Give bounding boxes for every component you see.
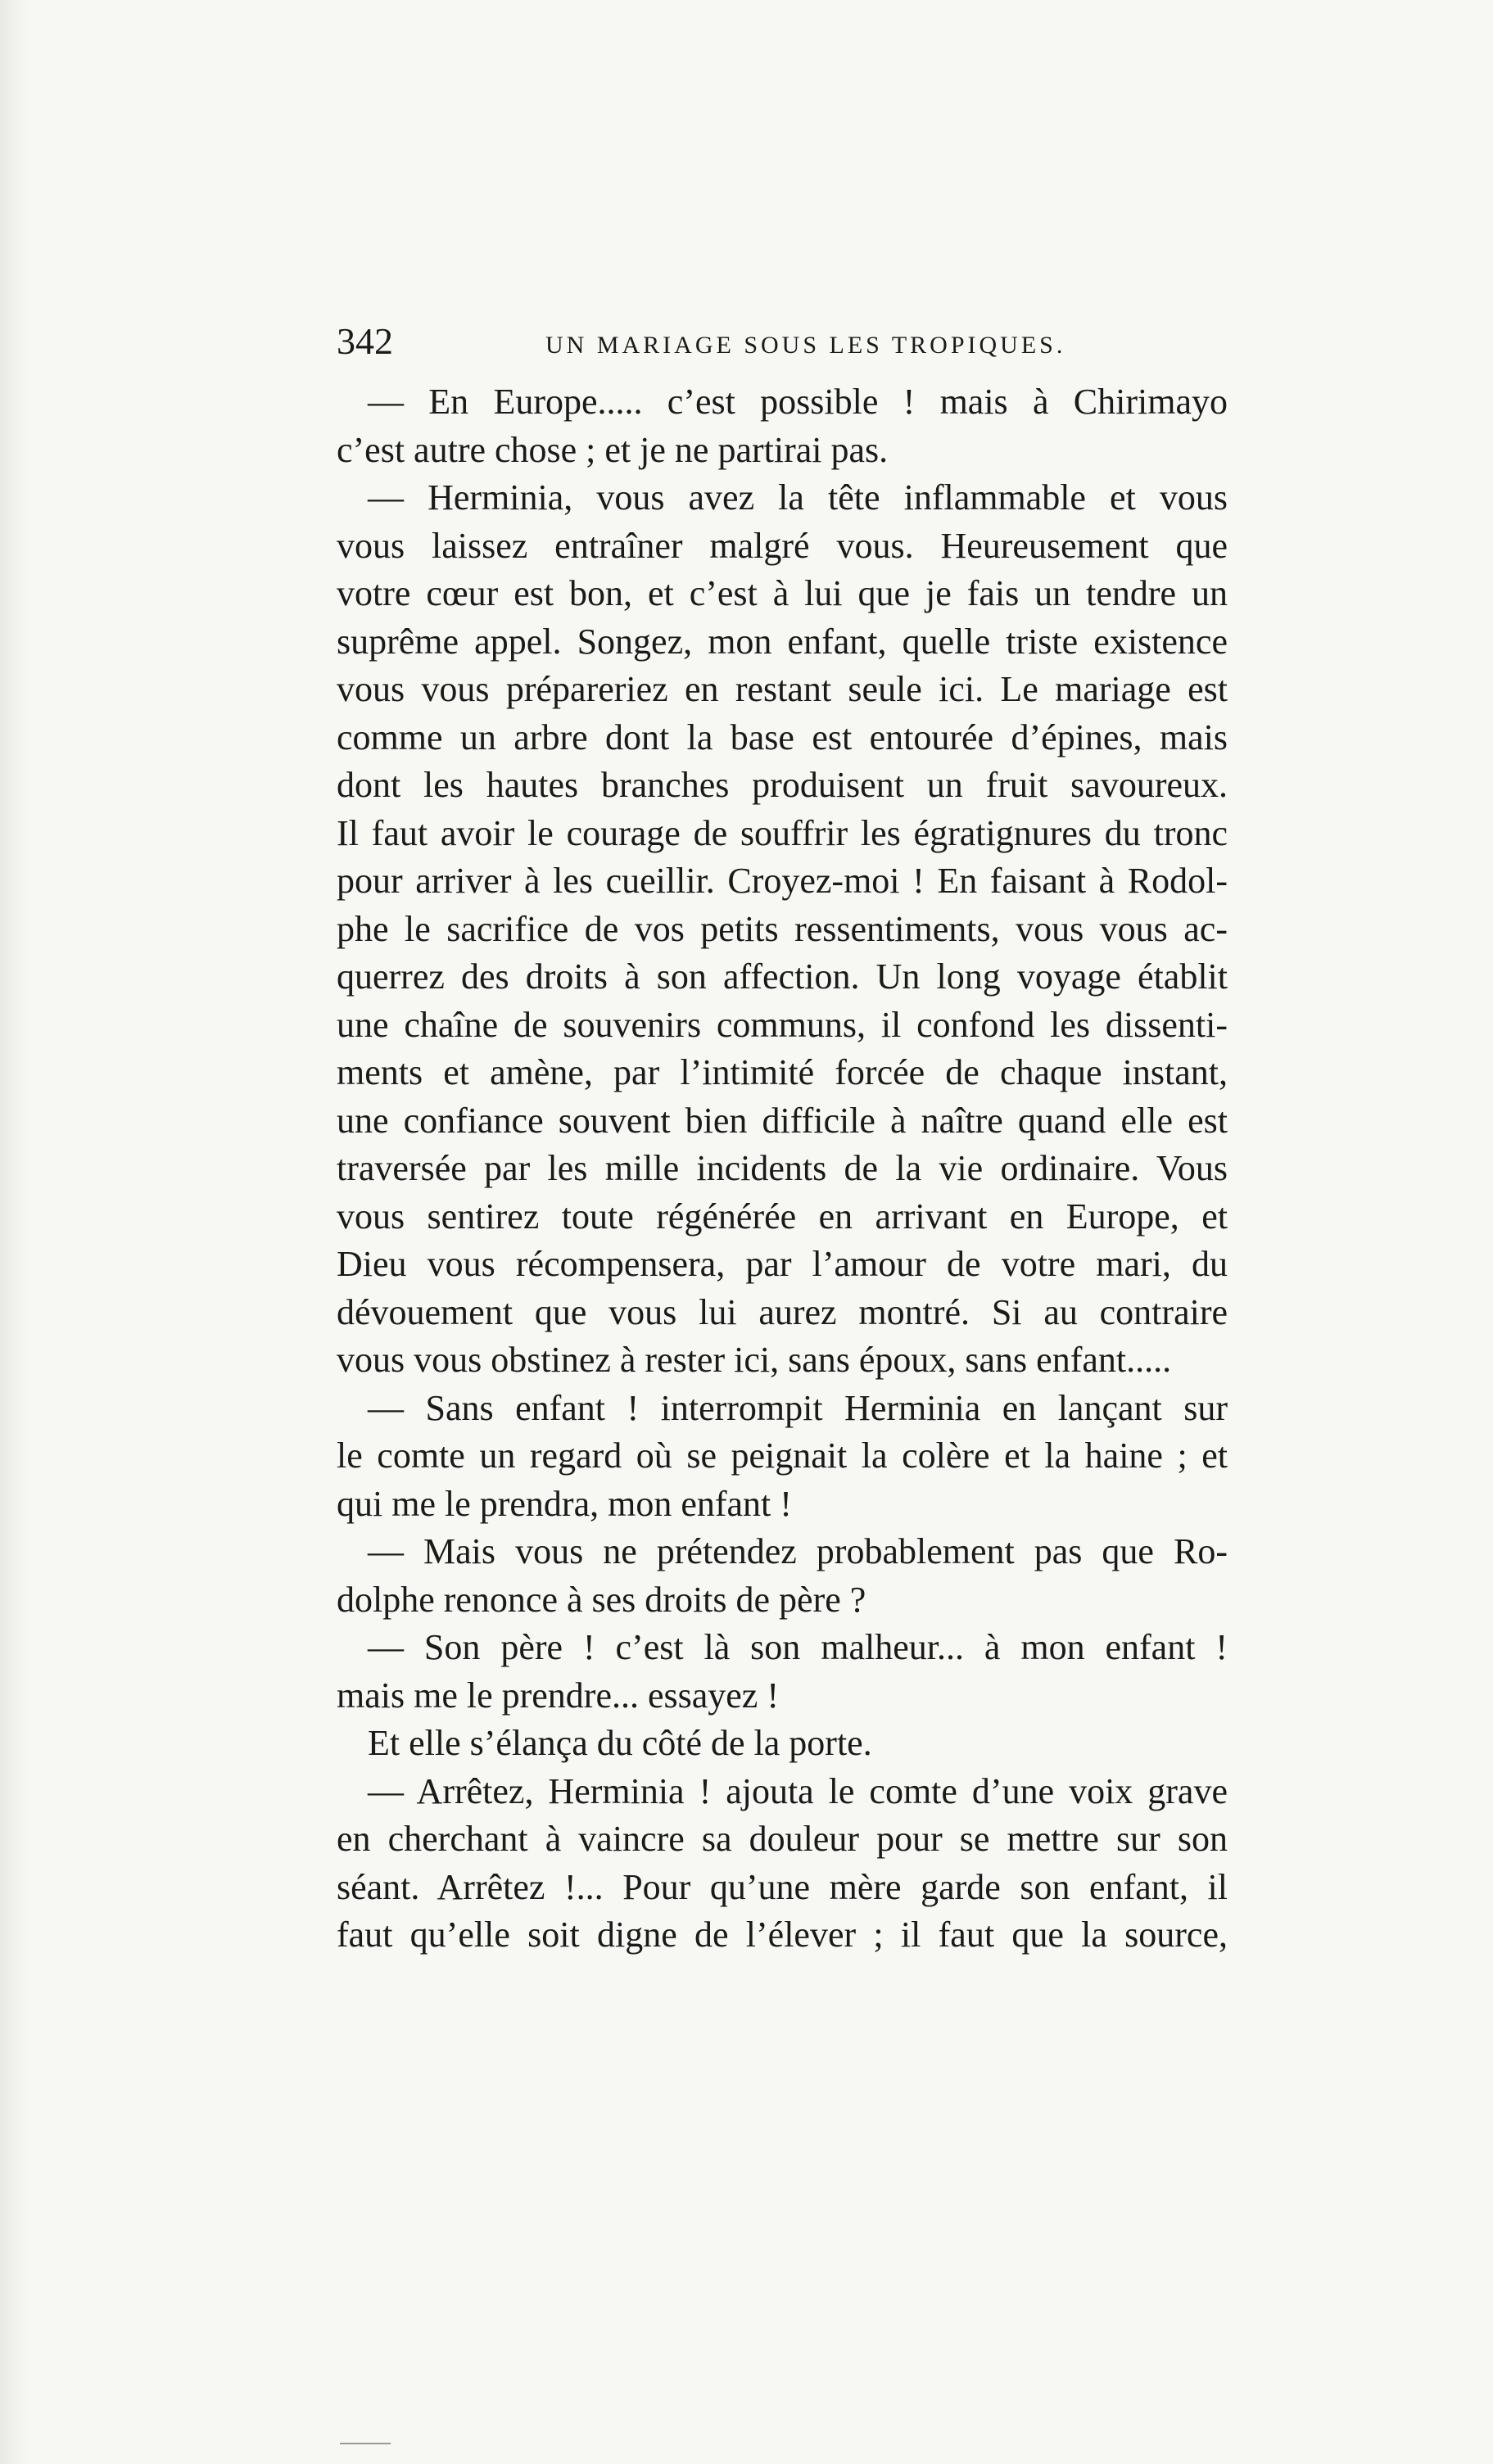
text-line: pour arriver à les cueillir. Croyez-moi ! En faisant à Rodol- [337, 861, 1228, 901]
text-line: querrez des droits à son affection. Un long voyage établit [337, 956, 1228, 997]
text-line: — Herminia, vous avez la tête inflammable et vous [368, 477, 1228, 518]
text-line: Dieu vous récompensera, par l’amour de votre mari, du [337, 1244, 1228, 1284]
text-line: — Sans enfant ! interrompit Herminia en lançant sur [368, 1387, 1228, 1428]
text-line: Et elle s’élança du côté de la porte. [368, 1723, 872, 1763]
scan-edge-shadow [0, 0, 33, 2464]
bottom-rule [340, 2443, 391, 2444]
text-line: en cherchant à vaincre sa douleur pour se mettre sur son [337, 1819, 1228, 1859]
text-line: ments et amène, par l’intimité forcée de chaque instant, [337, 1052, 1228, 1092]
text-line: une chaîne de souvenirs communs, il confond les dissenti- [337, 1004, 1228, 1045]
text-line: — En Europe..... c’est possible ! mais à Chirimayo [368, 382, 1228, 422]
text-line: séant. Arrêtez !... Pour qu’une mère garde son enfant, il [337, 1866, 1228, 1907]
text-line: suprême appel. Songez, mon enfant, quelle triste existence [337, 621, 1228, 662]
page-number: 342 [337, 320, 393, 362]
text-line: phe le sacrifice de vos petits ressentiments, vous vous ac- [337, 908, 1228, 949]
text-line: le comte un regard où se peignait la colère et la haine ; et [337, 1435, 1228, 1476]
text-line: — Arrêtez, Herminia ! ajouta le comte d’une voix grave [368, 1770, 1228, 1811]
body-text [337, 378, 1228, 1960]
text-line: votre cœur est bon, et c’est à lui que je fais un tendre un [337, 573, 1228, 613]
running-title: UN MARIAGE SOUS LES TROPIQUES. [545, 332, 1066, 359]
text-line: Il faut avoir le courage de souffrir les égratignures du tronc [337, 812, 1228, 853]
text-line: vous vous obstinez à rester ici, sans époux, sans enfant..... [337, 1340, 1172, 1380]
text-line: dévouement que vous lui aurez montré. Si au contraire [337, 1291, 1228, 1332]
text-line: — Mais vous ne prétendez probablement pas que Ro- [368, 1531, 1228, 1571]
text-line: vous sentirez toute régénérée en arrivant en Europe, et [337, 1196, 1228, 1237]
text-line: comme un arbre dont la base est entourée d’épines, mais [337, 717, 1228, 757]
text-line: — Son père ! c’est là son malheur... à mon enfant ! [368, 1627, 1228, 1667]
text-line: mais me le prendre... essayez ! [337, 1675, 779, 1716]
text-line: dont les hautes branches produisent un fruit savoureux. [337, 765, 1228, 805]
text-line: dolphe renonce à ses droits de père ? [337, 1579, 866, 1620]
text-line: qui me le prendra, mon enfant ! [337, 1483, 792, 1524]
page-header [337, 321, 1228, 370]
text-line: traversée par les mille incidents de la vie ordinaire. Vous [337, 1148, 1228, 1188]
text-line: faut qu’elle soit digne de l’élever ; il faut que la source, [337, 1915, 1228, 1955]
text-line: vous vous prépareriez en restant seule ici. Le mariage est [337, 669, 1228, 709]
text-line: vous laissez entraîner malgré vous. Heureusement que [337, 525, 1228, 566]
text-line: une confiance souvent bien difficile à naître quand elle est [337, 1100, 1228, 1141]
text-line: c’est autre chose ; et je ne partirai pas. [337, 429, 889, 470]
